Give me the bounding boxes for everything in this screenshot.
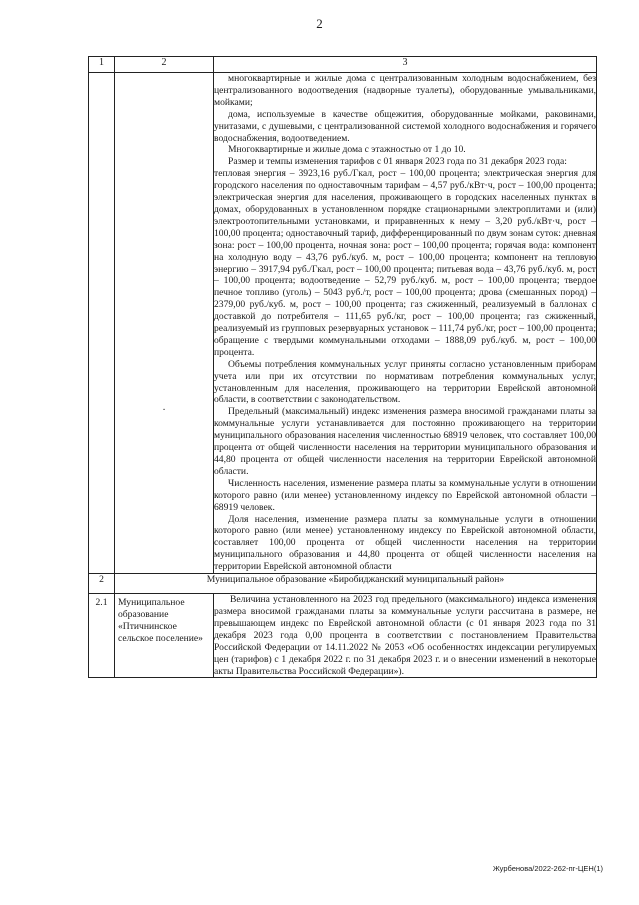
header-col-1: 1 bbox=[89, 57, 115, 73]
paragraph: многоквартирные и жилые дома с централизованным холодным водоснабжением, без централизованного водоотведения (надворные туалеты), оборудованные умывальниками, мойками; bbox=[214, 73, 596, 108]
section-title: Муниципальное образование «Биробиджанский муниципальный район» bbox=[115, 574, 597, 594]
paragraph: Многоквартирные и жилые дома с этажностью от 1 до 10. bbox=[228, 144, 466, 156]
row21-text-cell bbox=[214, 594, 597, 678]
section-row bbox=[89, 574, 597, 594]
paragraph: дома, используемые в качестве общежития, оборудованные мойками, раковинами, унитазами, с душевыми, с централизованной системой холодного водоснабжения и горячего водоснабжения, водоотведением. bbox=[214, 108, 596, 144]
header-col-3: 3 bbox=[214, 57, 597, 73]
paragraph: Численность населения, изменение размера платы за коммунальные услуги в отношении которого равно (или менее) установленному индексу по Еврейской автономной области – 68919 человек. bbox=[214, 477, 596, 513]
table-row bbox=[89, 73, 597, 574]
paragraph: Предельный (максимальный) индекс изменения размера вносимой гражданами платы за коммунальные услуги устанавливается для постоянно проживающего на территории муниципального образования населения численностью 68919 человек, что составляет 100,00 процента от общей численности населения на территории муниципального образования и 44,80 процента от общей численности населения на территории Еврейской автономной области. bbox=[214, 406, 596, 477]
header-col-2: 2 bbox=[115, 57, 214, 73]
table-header-row bbox=[89, 57, 597, 73]
table-row bbox=[89, 594, 597, 678]
row1-mark: · bbox=[162, 405, 166, 416]
paragraph: Доля населения, изменение размера платы за коммунальные услуги в отношении которого равно (или менее) установленному индексу по Еврейской автономной области, составляет 100,00 процента от общей численности населения на территории муниципального образования и 44,80 процента от общей численности населения на территории Еврейской автономной области bbox=[214, 513, 596, 573]
page-number: 2 bbox=[316, 16, 323, 31]
paragraph: Размер и темпы изменения тарифов с 01 января 2023 года по 31 декабря 2023 года: bbox=[228, 156, 567, 168]
paragraph: Объемы потребления коммунальных услуг приняты согласно установленным приборам учета или при их отсутствии по нормативам потребления коммунальных услуг, установленным для населения, проживающего на территории Еврейской автономной области, в соответствии с законодательством. bbox=[214, 358, 596, 406]
section-number: 2 bbox=[89, 574, 115, 594]
paragraph-tariffs: тепловая энергия – 3923,16 руб./Гкал, рост – 100,00 процента; электрическая энергия для городского населения по одноставочным тарифам – 4,57 руб./кВт·ч, рост – 100,00 процента; электрическая энергия для населения, проживающего в городских населенных пунктах в домах, оборудованных в установленном порядке стационарными электроплитами и (или) электроотопительными установками, и приравненных к нему – 3,20 руб./кВт·ч, рост – 100,00 процента; одноставочный тариф, дифференцированный по двум зонам суток: дневная зона: рост – 100,00 процента, ночная зона: рост – 100,00 процента; горячая вода: компонент на холодную воду – 43,76 руб./куб. м, рост – 100,00 процента; компонент на тепловую энергию – 3917,94 руб./Гкал, рост – 100,00 процента; питьевая вода – 43,76 руб./куб. м, рост – 100,00 процента; водоотведение – 52,79 руб./куб. м, рост – 100,00 процента; твердое печное топливо (уголь) – 5043 руб./т, рост – 100,00 процента; дрова (смешанных пород) – 2379,00 руб./куб. м, рост – 100,00 процента; газ сжиженный, реализуемый в баллонах с доставкой до потребителя – 111,65 руб./кг, рост – 100,00 процента; газ сжиженный, реализуемый из групповых резервуарных установок – 111,74 руб./кг, рост – 100,00 процента; обращение с твердыми коммунальными отходами – 1888,09 руб./куб. м, рост – 100,00 процента. bbox=[214, 168, 596, 358]
row1-text-cell bbox=[214, 73, 597, 574]
row21-municipality-name: Муниципальное образование «Птичнинское сельское поселение» bbox=[115, 594, 214, 678]
row1-name-cell bbox=[115, 73, 214, 574]
paragraph: Величина установленного на 2023 год предельного (максимального) индекса изменения размера вносимой гражданами платы за коммунальные услуги рассчитана в размере, не превышающем индекс по Еврейской автономной области (с 01 января 2023 года по 31 декабря 2023 года 0,00 процента в соответствии с постановлением Правительства Российской Федерации от 14.11.2022 № 2053 «Об особенностях индексации регулируемых цен (тарифов) с 1 декабря 2022 г. по 31 декабря 2023 г. и о внесении изменений в некоторые акты Правительства Российской Федерации»). bbox=[214, 594, 596, 677]
document-code: Журбенова/2022-262-пг-ЦЕН(1) bbox=[492, 864, 603, 873]
row21-number: 2.1 bbox=[89, 594, 115, 678]
row1-number-cell bbox=[89, 73, 115, 574]
index-table bbox=[88, 56, 597, 678]
